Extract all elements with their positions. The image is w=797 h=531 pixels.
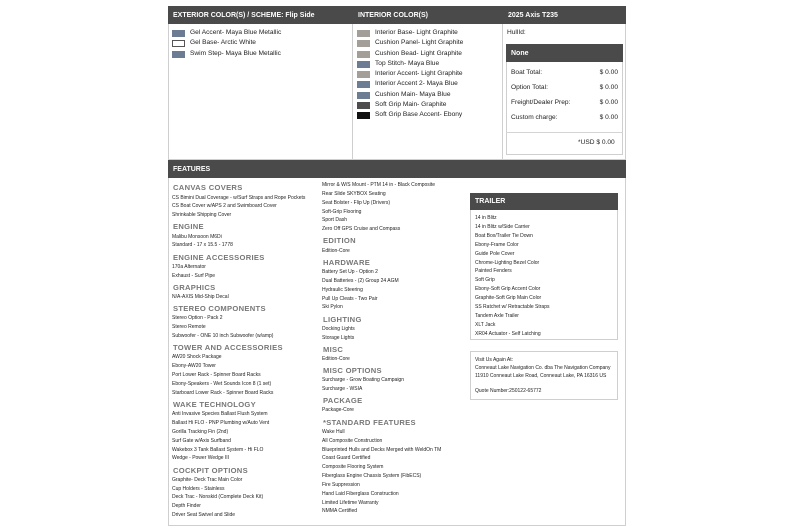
feature-item: Surcharge - WSIA xyxy=(322,386,363,393)
feature-section-title: PACKAGE xyxy=(323,396,363,406)
feature-item: Seat Bolster - Flip Up (Drivers) xyxy=(322,199,391,206)
interior-color-label: Interior Accent- Light Graphite xyxy=(375,70,463,77)
color-swatch xyxy=(357,71,370,78)
feature-item: Anti Invasive Species Ballast Flush System xyxy=(172,411,268,418)
trailer-item: Ebony-Frame Color xyxy=(475,241,519,248)
feature-item: CS Bimini Dual Coverage - w/Surf Straps and Rope Pockets xyxy=(172,194,306,201)
hullid-label: HullId: xyxy=(507,29,526,36)
quote-number: Quote Number:250122-65772 xyxy=(475,388,542,394)
feature-item: Rear Slide SKYBOX Seating xyxy=(322,190,386,197)
feature-item: Soft-Grip Flooring xyxy=(322,208,362,215)
col-divider-2 xyxy=(502,6,503,160)
exterior-color-label: Swim Step- Maya Blue Metallic xyxy=(190,49,281,57)
feature-item: Sport Dash xyxy=(322,217,348,224)
interior-color-label: Cushion Panel- Light Graphite xyxy=(375,39,464,47)
feature-item: Malibu Monsoon M6Di xyxy=(172,233,222,240)
feature-item: 170a Alternator xyxy=(172,263,206,270)
feature-item: Cup Holders - Stainless xyxy=(172,485,225,492)
summary-label: Custom charge: xyxy=(511,114,558,121)
feature-section-title: LIGHTING xyxy=(323,314,362,324)
color-swatch xyxy=(172,30,185,37)
summary-value: $ 0.00 xyxy=(599,99,618,106)
feature-item: Mirror & W/S Mount - PTM 14 in - Black Composite xyxy=(322,182,436,188)
feature-section-title: *STANDARD FEATURES xyxy=(323,417,416,427)
summary-value: $ 0.00 xyxy=(599,114,618,121)
color-swatch xyxy=(172,40,185,47)
feature-item: Ebony-Speakers - Wet Sounds Icon 8 (1 set) xyxy=(172,380,272,387)
feature-item: Package-Core xyxy=(322,407,354,414)
feature-item: Fire Suppression xyxy=(322,481,360,488)
interior-color-label: Soft Grip Main- Graphite xyxy=(375,100,447,108)
trailer-item: XR04 Actuator - Self Latching xyxy=(475,330,541,337)
feature-section-title: WAKE TECHNOLOGY xyxy=(173,399,256,409)
dealer-address: 11910 Conneaut Lake Road, Conneaut Lake, PA 16316 US xyxy=(475,373,607,379)
summary-label: Freight/Dealer Prep: xyxy=(511,99,571,106)
trailer-item: 14 in Blitz xyxy=(475,215,497,221)
feature-item: Ebony-AW20 Tower xyxy=(172,363,216,370)
feature-section-title: GRAPHICS xyxy=(173,282,216,292)
summary-total: *USD $ 0.00 xyxy=(578,139,615,146)
feature-item: Surcharge - Grow Boating Campaign xyxy=(322,377,404,384)
interior-header: INTERIOR COLOR(S) xyxy=(353,6,503,24)
feature-item: Starboard Lower Rack - Spinner Board Racks xyxy=(172,389,274,396)
trailer-item: SS Ratchet w/ Retractable Straps xyxy=(475,304,550,310)
color-swatch xyxy=(357,51,370,58)
trailer-item: Chrome-Lighting Bezel Color xyxy=(475,259,540,266)
color-swatch xyxy=(357,102,370,109)
feature-item: Depth Finder xyxy=(172,503,201,510)
feature-item: Dual Batteries - (2) Group 24 AGM xyxy=(322,277,399,284)
trailer-item: Ebony-Soft Grip Accent Color xyxy=(475,286,541,293)
color-swatch xyxy=(357,30,370,37)
trailer-item: XLT Jack xyxy=(475,321,496,328)
exterior-color-label: Gel Accent- Maya Blue Metallic xyxy=(190,29,282,36)
feature-section-title: EDITION xyxy=(323,236,356,246)
feature-item: Deck Trac - Nonskid (Complete Deck Kit) xyxy=(172,494,264,501)
trailer-item: Tandem Axle Trailer xyxy=(475,312,519,319)
trailer-item: Boat Box/Trailer Tie Down xyxy=(475,232,533,239)
feature-item: Blueprinted Hulls and Decks Merged with WeldOn TM xyxy=(322,446,442,453)
feature-item: Storage Lights xyxy=(322,334,355,341)
feature-item: Edition-Core xyxy=(322,355,350,362)
summary-label: Boat Total: xyxy=(511,69,543,76)
col-divider-1 xyxy=(352,6,353,160)
feature-item: Driver Seat Swivel and Slide xyxy=(172,512,236,519)
summary-value: $ 0.00 xyxy=(599,84,618,91)
model-header: 2025 Axis T235 xyxy=(503,6,626,24)
feature-item: Ballast Hi FLO - PNP Plumbing w/Auto Vent xyxy=(172,419,270,426)
trailer-item: Painted Fenders xyxy=(475,268,512,275)
feature-item: Docking Lights xyxy=(322,325,355,332)
feature-section-title: ENGINE ACCESSORIES xyxy=(173,252,265,262)
feature-item: Surf Gate w/Axis Surfband xyxy=(172,437,231,444)
feature-item: Wake Hull xyxy=(322,428,345,435)
color-swatch xyxy=(172,51,185,58)
summary-value: $ 0.00 xyxy=(599,69,618,76)
feature-item: Exhaust - Surf Pipe xyxy=(172,272,216,279)
feature-item: Fiberglass Engine Chassis System (FibECS) xyxy=(322,473,422,480)
feature-section-title: HARDWARE xyxy=(323,257,371,267)
feature-item: Subwoofer - ONE 10 inch Subwoofer (w/amp) xyxy=(172,333,274,339)
feature-section-title: CANVAS COVERS xyxy=(173,183,243,193)
feature-item: Composite Flooring System xyxy=(322,464,384,471)
feature-item: Wakebox 3 Tank Ballast System - Hi FLO xyxy=(172,446,264,453)
feature-item: AW20 Shock Package xyxy=(172,354,222,361)
dealer-visit: Visit Us Again At: xyxy=(475,357,513,363)
feature-item: All Composite Construction xyxy=(322,437,383,444)
feature-item: Gorilla Tracking Fin (2nd) xyxy=(172,428,229,435)
feature-item: N/A-AXIS Mid-Ship Decal xyxy=(172,293,229,300)
interior-color-label: Soft Grip Base Accent- Ebony xyxy=(375,111,463,118)
feature-item: Pull Up Cleats - Two Pair xyxy=(322,295,378,302)
summary-label: Option Total: xyxy=(511,84,548,91)
interior-color-label: Cushion Bead- Light Graphite xyxy=(375,49,462,57)
exterior-color-label: Gel Base- Arctic White xyxy=(190,39,256,47)
interior-color-label: Top Stitch- Maya Blue xyxy=(375,59,440,67)
interior-color-label: Cushion Main- Maya Blue xyxy=(375,90,451,98)
color-swatch xyxy=(357,61,370,68)
feature-item: Stereo Remote xyxy=(172,324,206,331)
feature-item: Battery Set Up - Option 2 xyxy=(322,268,378,275)
feature-item: Ski Pylon xyxy=(322,304,343,311)
none-header: None xyxy=(506,44,623,62)
dealer-name: Conneaut Lake Navigation Co. dba The Navigation Company xyxy=(475,365,611,371)
color-swatch xyxy=(357,92,370,99)
summary-divider xyxy=(506,132,623,133)
feature-section-title: ENGINE xyxy=(173,222,204,232)
exterior-header: EXTERIOR COLOR(S) / SCHEME: Flip Side xyxy=(168,6,353,24)
interior-color-label: Interior Base- Light Graphite xyxy=(375,29,458,36)
trailer-item: Soft Grip xyxy=(475,277,495,284)
feature-item: Limited Lifetime Warranty xyxy=(322,499,379,506)
feature-item: Hydraulic Steering xyxy=(322,286,363,293)
feature-section-title: MISC xyxy=(323,344,344,354)
feature-item: Coast Guard Certified xyxy=(322,455,371,462)
feature-item: Wedge - Power Wedge III xyxy=(172,455,230,462)
feature-item: CS Boat Cover w/APS 2 and Swimboard Cover xyxy=(172,203,277,210)
feature-item: Stereo Option - Pack 2 xyxy=(172,315,223,322)
trailer-item: 14 in Blitz w/Side Carrier xyxy=(475,223,530,230)
feature-item: Standard - 17 x 15.5 - 1778 xyxy=(172,242,233,249)
feature-item: Edition-Core xyxy=(322,247,350,254)
feature-item: Hand Laid Fiberglass Construction xyxy=(322,490,399,497)
trailer-header: TRAILER xyxy=(470,193,618,210)
features-header: FEATURES xyxy=(168,160,626,178)
feature-section-title: COCKPIT OPTIONS xyxy=(173,465,248,475)
interior-color-label: Interior Accent 2- Maya Blue xyxy=(375,80,458,88)
feature-item: Graphite- Deck Trac Main Color xyxy=(172,476,243,483)
trailer-item: Guide Pole Cover xyxy=(475,250,515,257)
color-swatch xyxy=(357,81,370,88)
color-swatch xyxy=(357,112,370,119)
color-swatch xyxy=(357,40,370,47)
feature-item: NMMA Certified xyxy=(322,508,358,515)
feature-item: Zero Off GPS Cruise and Compass xyxy=(322,226,401,233)
feature-item: Shrinkable Shipping Cover xyxy=(172,212,232,219)
feature-section-title: STEREO COMPONENTS xyxy=(173,304,266,314)
trailer-item: Graphite-Soft Grip Main Color xyxy=(475,295,542,302)
feature-section-title: TOWER AND ACCESSORIES xyxy=(173,343,283,353)
feature-item: Port Lower Rack - Spinner Board Racks xyxy=(172,372,261,379)
feature-section-title: MISC OPTIONS xyxy=(323,366,382,376)
